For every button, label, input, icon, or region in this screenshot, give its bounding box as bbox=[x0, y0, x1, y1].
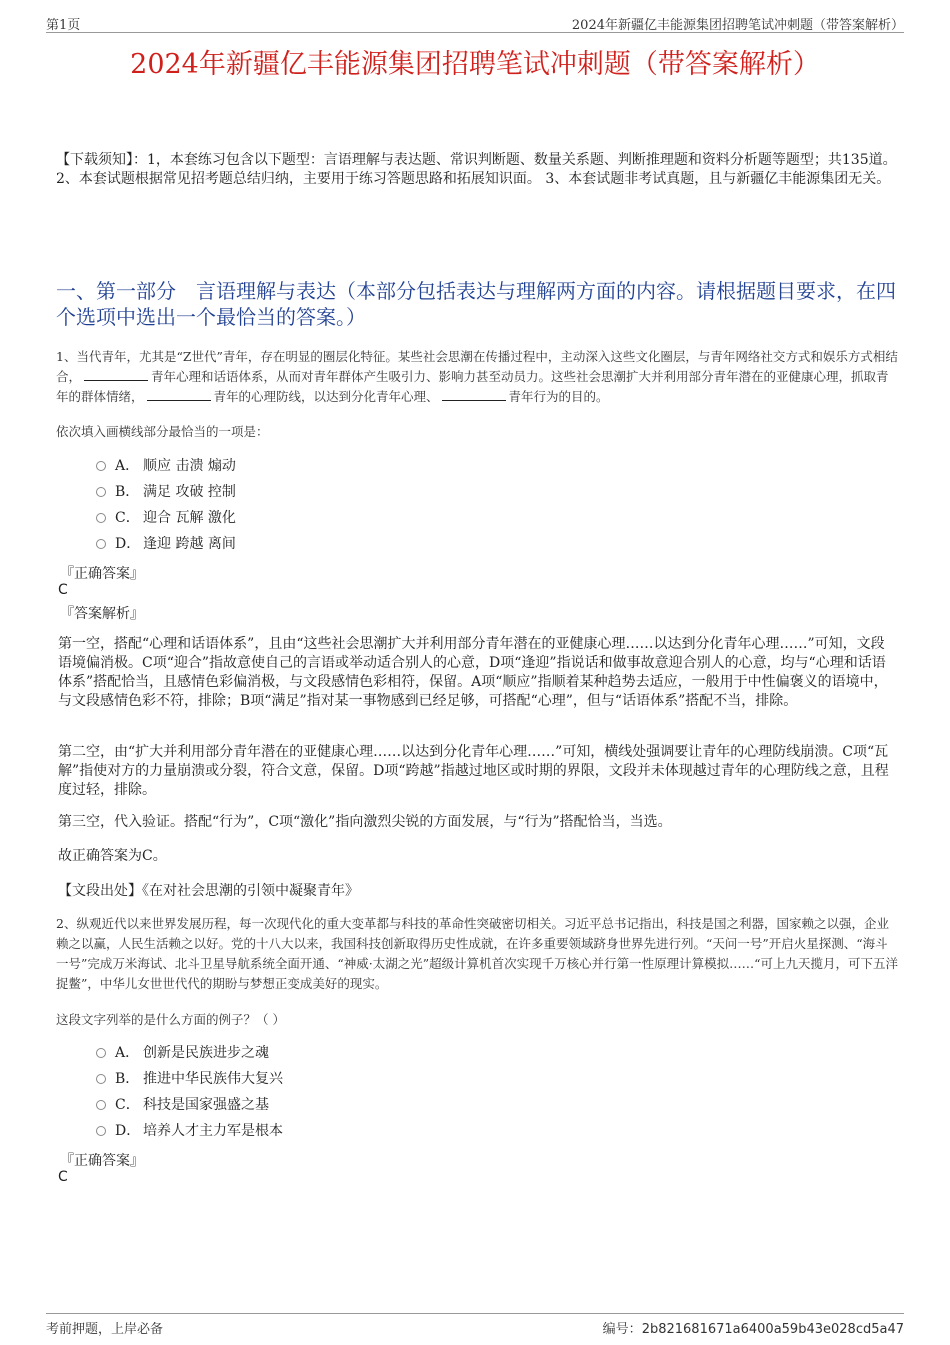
q1-text-part-2: 青年心理和话语体系，从而对青年群体产生吸引力、影响力甚至动员力。这些社会思潮扩大并利用部分青年潜在的亚健康心理，抓取青年的群体情绪， bbox=[56, 369, 889, 404]
q1-analysis-para-1: 第一空，搭配“心理和话语体系”，且由“这些社会思潮扩大并利用部分青年潜在的亚健康心理……以达到分化青年心理……”可知，文段语境偏消极。C项“迎合”指故意使自己的言语或举动适合别人的心意，D项“逢迎”指说话和做事故意迎合别人的心意，均与“心理和话语体系”搭配恰当，且感情色彩偏消极，与文段感情色彩相符，保留。A项“顺应”指顺着某种趋势去适应，一般用于中性偏褒义的语境中，与文段感情色彩不符，排除；B项“满足”指对某一事物感到已经足够，可搭配“心理”，但与“话语体系”搭配不当，排除。 bbox=[58, 636, 888, 709]
radio-icon[interactable] bbox=[96, 1074, 106, 1084]
q1-answer-label: 『正确答案』 bbox=[60, 566, 144, 582]
q1-analysis-para-3: 第三空，代入验证。搭配“行为”，C项“激化”指向激烈尖锐的方面发展，与“行为”搭配恰当，当选。 bbox=[58, 814, 672, 830]
question-2-prompt: 这段文字列举的是什么方面的例子？（ ） bbox=[56, 1012, 285, 1027]
question-1-prompt: 依次填入画横线部分最恰当的一项是： bbox=[56, 424, 269, 439]
radio-icon[interactable] bbox=[96, 1126, 106, 1136]
radio-icon[interactable] bbox=[96, 539, 106, 549]
q1-text-part-1: 1、当代青年，尤其是“Z世代”青年，存在明显的圈层化特征。某些社会思潮在传播过程中，主动深入这些文化圈层，与青年网络社交方式和娱乐方式相结合， bbox=[56, 349, 898, 384]
q1-analysis-label: 『答案解析』 bbox=[60, 606, 144, 622]
radio-icon[interactable] bbox=[96, 461, 106, 471]
footer-slogan: 考前押题，上岸必备 bbox=[46, 1322, 164, 1337]
radio-icon[interactable] bbox=[96, 513, 106, 523]
q1-text-part-3: 青年的心理防线，以达到分化青年心理、 bbox=[213, 389, 439, 404]
fill-blank-3 bbox=[442, 388, 506, 401]
radio-icon[interactable] bbox=[96, 1048, 106, 1058]
q2-option-d[interactable]: D． 培养人才主力军是根本 bbox=[96, 1121, 283, 1141]
fill-blank-2 bbox=[147, 388, 211, 401]
q1-option-c[interactable]: C． 迎合 瓦解 激化 bbox=[96, 508, 236, 528]
q1-answer: C bbox=[58, 582, 68, 598]
footer-divider bbox=[46, 1313, 904, 1314]
page-header bbox=[46, 14, 904, 32]
download-notice: 【下载须知】：1，本套练习包含以下题型：言语理解与表达题、常识判断题、数量关系题、判断推理题和资料分析题等题型；共135道。 2、本套试题根据常见招考题总结归纳，主要用于练习答题思路和拓展知识面。 3、本套试题非考试真题，且与新疆亿丰能源集团无关。 bbox=[56, 152, 897, 187]
q1-source: 【文段出处】《在对社会思潮的引领中凝聚青年》 bbox=[58, 883, 359, 899]
q2-option-a[interactable]: A． 创新是民族进步之魂 bbox=[96, 1043, 269, 1063]
q2-option-b[interactable]: B． 推进中华民族伟大复兴 bbox=[96, 1069, 283, 1089]
q2-answer: C bbox=[58, 1169, 68, 1185]
q1-option-b[interactable]: B． 满足 攻破 控制 bbox=[96, 482, 236, 502]
q2-option-c[interactable]: C． 科技是国家强盛之基 bbox=[96, 1095, 269, 1115]
radio-icon[interactable] bbox=[96, 1100, 106, 1110]
header-doc-title: 2024年新疆亿丰能源集团招聘笔试冲刺题（带答案解析） bbox=[571, 18, 904, 33]
page-number: 第1页 bbox=[46, 18, 81, 33]
q1-option-d[interactable]: D． 逢迎 跨越 离间 bbox=[96, 534, 236, 554]
document-title: 2024年新疆亿丰能源集团招聘笔试冲刺题（带答案解析） bbox=[130, 49, 820, 80]
document-code: 编号：2b821681671a6400a59b43e028cd5a47 bbox=[602, 1322, 904, 1337]
q1-option-a[interactable]: A． 顺应 击溃 煽动 bbox=[96, 456, 236, 476]
question-2-stem: 2、纵观近代以来世界发展历程，每一次现代化的重大变革都与科技的革命性突破密切相关。习近平总书记指出，科技是国之利器，国家赖之以强，企业赖之以赢，人民生活赖之以好。党的十八大以来，我国科技创新取得历史性成就，在许多重要领域跻身世界先进行列。“天问一号”开启火星探测、“海斗一号”完成万米海试、北斗卫星导航系统全面开通、“神威·太湖之光”超级计算机首次实现千万核心并行第一性原理计算模拟……“可上九天揽月，可下五洋捉鳖”，中华儿女世世代代的期盼与梦想正变成美好的现实。 bbox=[56, 916, 899, 991]
q2-answer-label: 『正确答案』 bbox=[60, 1153, 144, 1169]
q1-text-part-4: 青年行为的目的。 bbox=[508, 389, 609, 404]
q1-analysis-conclusion: 故正确答案为C。 bbox=[58, 848, 167, 864]
question-1-stem bbox=[56, 347, 900, 407]
q1-analysis-para-2: 第二空，由“扩大并利用部分青年潜在的亚健康心理……以达到分化青年心理……”可知，横线处强调要让青年的心理防线崩溃。C项“瓦解”指使对方的力量崩溃或分裂，符合文意，保留。D项“跨越”指越过地区或时期的界限，文段并未体现越过青年的心理防线之意，且程度过轻，排除。 bbox=[58, 744, 889, 798]
section-heading: 一、第一部分 言语理解与表达（本部分包括表达与理解两方面的内容。请根据题目要求，在四个选项中选出一个最恰当的答案。） bbox=[56, 279, 896, 329]
header-divider bbox=[46, 32, 904, 33]
fill-blank-1 bbox=[84, 368, 148, 381]
radio-icon[interactable] bbox=[96, 487, 106, 497]
